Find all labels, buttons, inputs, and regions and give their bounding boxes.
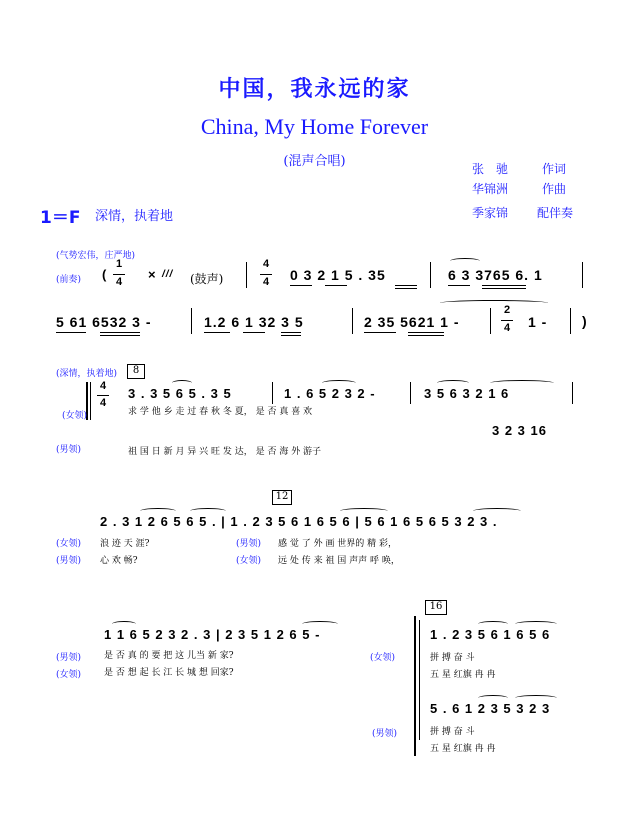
section1-lyrics-male: 祖 国 日 新 月 异 兴 旺 发 达， 是 否 海 外 游子	[128, 447, 322, 457]
intro-timesig-3-num: 2	[503, 304, 511, 316]
underline	[100, 332, 140, 333]
slur	[473, 508, 521, 514]
credit-name-lyrics: 张 驰	[472, 162, 509, 176]
credit-role-music: 作曲	[542, 182, 567, 196]
role-male-lead: (男领)	[56, 653, 82, 663]
barline	[582, 262, 583, 288]
section3-right-lyrics-2: 五 星 红旗 冉 冉	[430, 670, 496, 680]
slur	[450, 258, 480, 264]
role-female-lead: (女领)	[56, 539, 82, 549]
section3-right-lyrics-1: 拼 搏 奋 斗	[430, 653, 475, 663]
role-male-lead-inline: (男领)	[236, 539, 262, 549]
slur	[437, 380, 469, 386]
rehearsal-mark-12: 12	[272, 490, 292, 505]
underline	[408, 332, 444, 333]
intro-timesig-2-num: 4	[262, 258, 270, 270]
intro-cross: ×	[148, 267, 157, 282]
intro-measure-1: 0 3 2 1 5 . 35	[290, 267, 386, 283]
song-title: 中国，我永远的家	[218, 77, 411, 102]
slur	[322, 380, 356, 386]
underline	[100, 335, 140, 336]
section3-right-notes: 1 . 2 3 5 6 1 6 5 6	[430, 627, 551, 642]
section2-lyrics-male: 心 欢 畅?	[100, 556, 138, 566]
section1-notes-c: 3 5 6 3 2 1 6	[424, 386, 510, 401]
intro-timesig-1-den: 4	[115, 276, 123, 288]
barline	[246, 262, 247, 288]
barline	[352, 308, 353, 334]
credit-name-accomp: 季家锦	[472, 206, 509, 220]
barline	[272, 382, 273, 404]
key-signature: 1＝F	[40, 208, 81, 228]
slur	[515, 621, 557, 627]
barline	[430, 262, 431, 288]
section2-notes: 2 . 3 1 2 6 5 6 5 . | 1 . 2 3 5 6 1 6 5 6 | 5 6 1 6 5 6 5 3 2 3 .	[100, 514, 498, 529]
intro-label: (前奏)	[56, 275, 82, 285]
section2-lyrics-male-2: 远 处 传 来 祖 国 声声 呼 唤，	[278, 556, 400, 566]
intro-measure-2: 6 3 3765 6. 1	[448, 267, 543, 283]
underline	[290, 285, 312, 286]
credit-name-music: 华锦洲	[472, 182, 509, 196]
slur	[190, 508, 226, 514]
underline	[56, 332, 86, 333]
intro-timesig-2-den: 4	[262, 276, 270, 288]
intro-direction: (气势宏伟，庄严地)	[56, 251, 136, 261]
slur	[490, 380, 554, 386]
rehearsal-mark-8: 8	[127, 364, 145, 379]
slur	[478, 621, 508, 627]
intro-drum: (鼓声)	[190, 272, 224, 286]
barline	[410, 382, 411, 404]
barline	[572, 382, 573, 404]
intro-row2-measure-3: 2 35 5621 1 -	[364, 314, 460, 330]
barline	[490, 308, 491, 334]
section1-timesig-line	[97, 395, 109, 396]
slur	[302, 621, 338, 627]
tempo-marking: 深情，执着地	[95, 209, 174, 224]
slur	[140, 508, 176, 514]
role-female-lead-inline: (女领)	[236, 556, 262, 566]
underline	[243, 332, 265, 333]
slur	[440, 300, 548, 306]
underline	[204, 332, 230, 333]
section1-notes-a: 3 . 3 5 6 5 . 3 5	[128, 386, 232, 401]
intro-paren-close: )	[582, 313, 588, 329]
barline	[191, 308, 192, 334]
section1-notes-b: 1 . 6 5 2 3 2 -	[284, 386, 376, 401]
genre-label: (混声合唱)	[283, 154, 346, 169]
intro-row2-measure-4: 1 -	[528, 314, 548, 330]
system-bracket-thin	[419, 620, 420, 740]
role-male-lead: (男领)	[372, 729, 398, 739]
section1-notes-male: 3 2 3 16	[492, 423, 547, 438]
underline	[448, 285, 470, 286]
barline	[570, 308, 571, 334]
rehearsal-mark-16: 16	[425, 600, 447, 615]
role-female-lead-inline: (女领)	[370, 653, 396, 663]
section3-lyrics-male: 是 否 真 的 要 把 这 儿当 新 家?	[104, 651, 234, 661]
intro-timesig-1-num: 1	[115, 258, 123, 270]
intro-timesig-3-den: 4	[503, 322, 511, 334]
section3-lyrics-female: 是 否 想 起 长 江 长 城 想 回家?	[104, 668, 234, 678]
section3-right-notes-2: 5 . 6 1 2 3 5 3 2 3	[430, 701, 551, 716]
section3-right-lyrics-4: 五 星 红旗 冉 冉	[430, 744, 496, 754]
slur	[112, 621, 136, 627]
section3-notes: 1 1 6 5 2 3 2 . 3 | 2 3 5 1 2 6 5 -	[104, 627, 321, 642]
section2-lyrics-female-2: 感 觉 了 外 画 世界的 精 彩，	[278, 539, 398, 549]
section1-timesig-num: 4	[99, 380, 107, 392]
underline	[482, 285, 526, 286]
slur	[515, 695, 557, 701]
underline	[408, 335, 444, 336]
credit-role-lyrics: 作词	[542, 162, 567, 176]
intro-slashes: ///	[162, 269, 174, 280]
role-male-lead: (男领)	[56, 445, 82, 455]
section2-lyrics-female: 浪 迹 天 涯?	[100, 539, 150, 549]
role-female-lead: (女领)	[56, 670, 82, 680]
section3-right-lyrics-3: 拼 搏 奋 斗	[430, 727, 475, 737]
section1-timesig-den: 4	[99, 397, 107, 409]
underline	[395, 288, 417, 289]
intro-row2-measure-2: 1.2 6 1 32 3 5	[204, 314, 304, 330]
system-bracket	[414, 616, 416, 756]
underline	[281, 332, 301, 333]
underline	[395, 285, 417, 286]
underline	[364, 332, 396, 333]
slur	[340, 508, 388, 514]
role-female-lead: (女领)	[62, 411, 88, 421]
slur	[478, 695, 508, 701]
intro-timesig-2-line	[260, 274, 272, 275]
section1-lyrics-female: 求 学 他 乡 走 过 春 秋 冬 夏， 是 否 真 喜 欢	[128, 407, 313, 417]
role-male-lead: (男领)	[56, 556, 82, 566]
credit-role-accomp: 配伴奏	[537, 206, 574, 220]
repeat-barline-thin	[90, 382, 91, 420]
song-subtitle: China, My Home Forever	[200, 114, 429, 139]
slur	[172, 380, 192, 386]
underline	[482, 288, 526, 289]
underline	[325, 285, 347, 286]
intro-timesig-1-line	[113, 274, 125, 275]
intro-paren-open: (	[102, 267, 108, 282]
underline	[281, 335, 301, 336]
intro-row2-measure-1: 5 61 6532 3 -	[56, 314, 152, 330]
section1-direction: (深情，执着地)	[56, 369, 118, 379]
intro-timesig-3-line	[501, 320, 513, 321]
